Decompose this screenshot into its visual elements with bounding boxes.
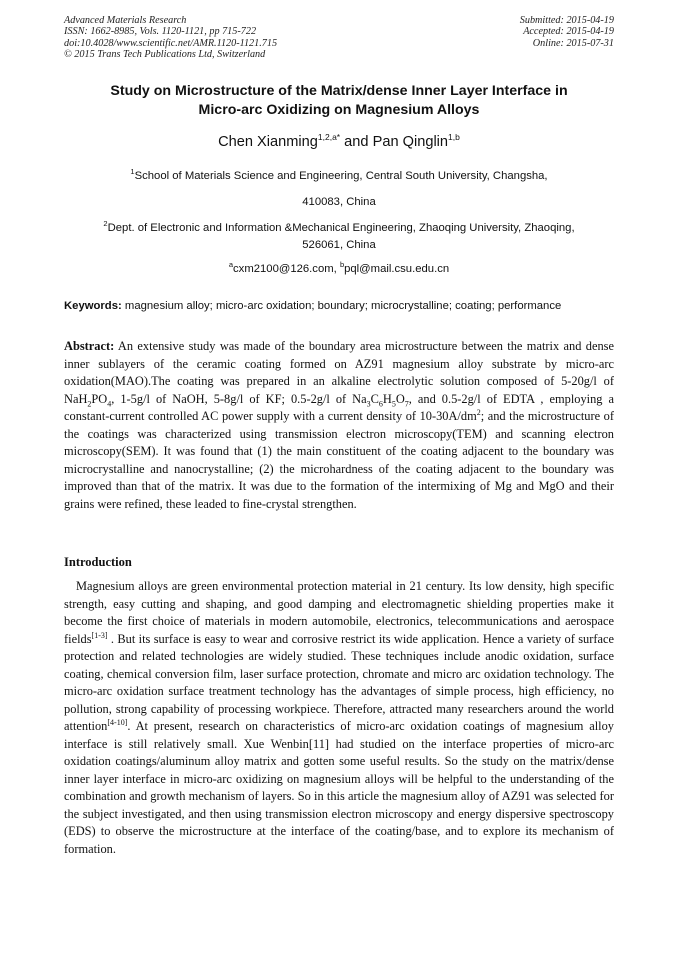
subscript: 4 <box>107 398 112 408</box>
journal-issn: ISSN: 1662-8985, Vols. 1120-1121, pp 715-722 <box>64 26 257 38</box>
abstract-text: H <box>382 391 392 406</box>
abstract-text: C <box>370 391 379 406</box>
intro-text: . At present, research on characteristics of micro-arc oxidation coatings of magnesium alloy interface is still relatively small. Xue Wenbin[11] had studied on the interface properties of micro-arc oxidation coatings/aluminum alloy matrix and gotten some useful results. So the study on the matrix/dense inner layer interface in micro-arc oxidizing on magnesium alloys will be helpful to the understanding of the combination and growth mechanism of layers. So in this article the magnesium alloy of AZ91 was selected for the subject investigated, and then using transmission electron microscopy and energy dispersive spectroscopy (EDS) to observe the microstructure at the interface of the coating/base, and to explore its mechanism of formation. <box>64 719 614 856</box>
journal-copyright: © 2015 Trans Tech Publications Ltd, Switzerland <box>64 49 266 61</box>
affiliation-2-line-1: Dept. of Electronic and Information &Mechanical Engineering, Zhaoqing University, Zhaoqing, <box>107 222 575 234</box>
author-1-marks: 1,2,a* <box>317 132 341 143</box>
journal-header <box>64 15 277 61</box>
submitted-date: Submitted: 2015-04-19 <box>519 15 614 26</box>
email-b: pql@mail.csu.edu.cn <box>344 263 450 275</box>
author-emails <box>64 262 614 277</box>
introduction-paragraph <box>64 578 614 858</box>
author-conjunction: and <box>340 134 373 150</box>
keywords-label: Keywords: <box>64 300 122 312</box>
email-b-mark: b <box>339 260 345 270</box>
journal-name: Advanced Materials Research <box>64 15 187 26</box>
email-a-mark: a <box>228 260 234 270</box>
intro-text: Magnesium alloys are green environmental protection material in 21 century. Its low density, high specific strength, easy cutting and shaping, and good damping and electromagnetic shielding properties make it become the first choice of materials in modern automobile, electronics, telecommunications and aerospace fields <box>64 579 614 646</box>
subscript: 2 <box>87 398 92 408</box>
subscript: 6 <box>378 398 383 408</box>
email-a: cxm2100@126.com, <box>233 263 340 275</box>
title-line-2: Micro-arc Oxidizing on Magnesium Alloys <box>198 101 480 118</box>
affiliation-2-mark: 2 <box>103 219 108 229</box>
author-2: Pan Qinglin <box>372 134 449 150</box>
author-2-marks: 1,b <box>448 132 460 143</box>
abstract-text: An extensive study was made of the boundary area microstructure between the matrix and dense inner sublayers of the ceramic coating formed on AZ91 magnesium alloy substrate by micro-arc oxidation(MAO).The coating was prepared in an alkaline electrolytic solution composed of 5-20g/l of NaH <box>64 339 614 406</box>
abstract-text: , and 0.5-2g/l of EDTA , employing a constant-current controlled AC power supply with a current density of 10-30A/dm <box>64 391 614 423</box>
affiliation-1 <box>64 169 614 184</box>
citation: [1-3] <box>91 630 108 640</box>
paper-title <box>64 82 614 119</box>
subscript: 5 <box>391 398 396 408</box>
affiliation-2-line-2: 526061, China <box>302 239 376 251</box>
abstract-text: O <box>395 391 405 406</box>
subscript: 3 <box>366 398 371 408</box>
abstract-text: , 1-5g/l of NaOH, 5-8g/l of KF; 0.5-2g/l of Na <box>111 391 367 406</box>
abstract-label: Abstract: <box>64 339 115 353</box>
abstract-text: PO <box>91 391 108 406</box>
introduction-heading: Introduction <box>64 555 132 569</box>
keywords <box>64 300 624 312</box>
intro-text: . But its surface is easy to wear and corrosive restrict its wide application. Hence a variety of surface protection and related technologies are widely studied. These techniques include anodic oxidation, surface coating, chemical conversion film, laser surface protection, chromate and micro arc oxidation technology. The micro-arc oxidation surface treatment technology has the advantages of simple process, high efficiency, no pollution, strong capability of processing workpiece. Therefore, attracted many researchers around the world attention <box>64 631 614 733</box>
author-list <box>64 134 614 150</box>
affiliation-1-mark: 1 <box>130 167 135 177</box>
keywords-text: magnesium alloy; micro-arc oxidation; boundary; microcrystalline; coating; performance <box>121 300 562 312</box>
affiliation-2 <box>64 221 614 236</box>
superscript: 2 <box>476 407 481 417</box>
citation: [4-10] <box>107 717 128 727</box>
journal-doi: doi:10.4028/www.scientific.net/AMR.1120-1121.715 <box>64 37 278 49</box>
affiliation-1-line-1: School of Materials Science and Engineering, Central South University, Changsha, <box>134 170 548 182</box>
abstract-text: ; and the microstructure of the coatings was characterized using transmission electron microscopy(TEM) and scanning electron microscopy(SEM). It was found that (1) the main constituent of the coating adjacent to the boundary was microcrystalline and nanocrystalline; (2) the microhardness of the coating adjacent to the boundary was improved than that of the matrix. It was due to the formation of the intermixing of Mg and MgO and their grains were refined, these leaded to fine-crystal strengthen. <box>64 409 614 511</box>
abstract <box>64 338 614 513</box>
author-1: Chen Xianming <box>218 134 318 150</box>
online-date: Online: 2015-07-31 <box>532 37 614 49</box>
title-line-1: Study on Microstructure of the Matrix/dense Inner Layer Interface in <box>110 83 568 99</box>
affiliation-1-line-2: 410083, China <box>302 196 376 208</box>
subscript: 7 <box>404 398 409 408</box>
accepted-date: Accepted: 2015-04-19 <box>523 26 614 38</box>
dates-header <box>520 15 614 49</box>
